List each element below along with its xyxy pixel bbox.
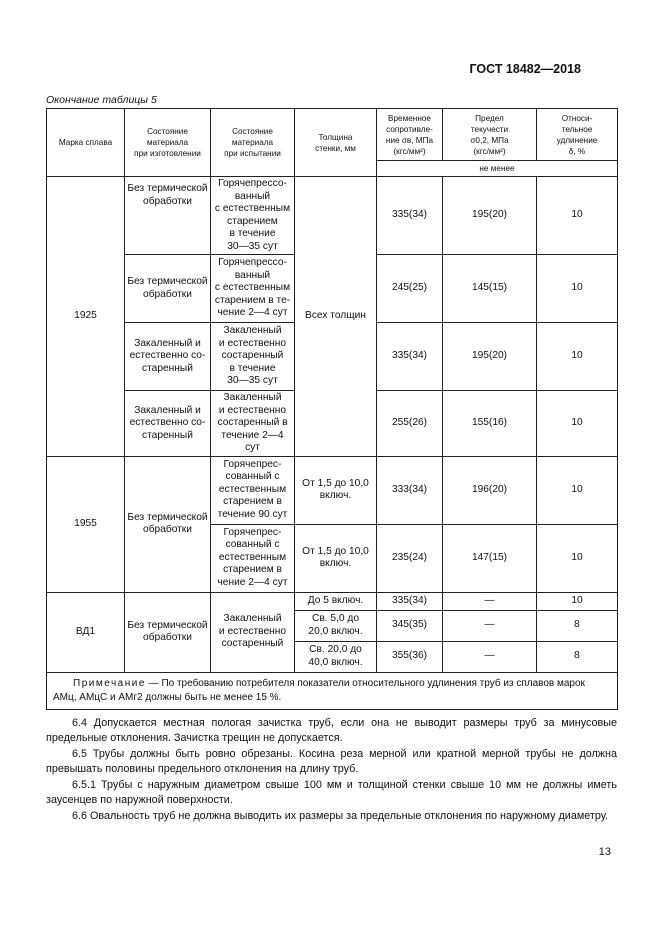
body-text [46,716,617,825]
elongation-cell: 10 [537,456,618,524]
test-state-cell: Закаленный и естественно состаренный [211,592,295,672]
note-label: Примечание [73,677,146,689]
col-header-test-state: Состояние материала при испытании [211,109,295,177]
note-text: — По требованию потребителя показатели относительного удлинения труб из сплавов марок АМц, АМцС и АМг2 должны быть не менее 15 %. [53,677,585,703]
yield-cell: 147(15) [443,524,537,592]
strength-cell: 345(35) [377,610,443,641]
yield-cell: — [443,610,537,641]
fab-state-cell: Без термической обработки [125,592,211,672]
elongation-cell: 8 [537,610,618,641]
test-state-cell: Горячепрес- сованный с естественным старением в чение 2—4 сут [211,524,295,592]
col-header-thickness: Толщина стенки, мм [295,109,377,177]
yield-cell: — [443,592,537,610]
strength-cell: 335(34) [377,592,443,610]
fab-state-cell: Закаленный и естественно со- старенный [125,323,211,391]
fab-state-cell: Без термической обработки [125,255,211,323]
alloy-cell: 1925 [47,177,125,457]
col-header-strength: Временное сопротивле- ние σв, МПа (кгс/мм²) [377,109,443,161]
elongation-cell: 8 [537,641,618,672]
elongation-cell: 10 [537,391,618,457]
col-header-fab-state: Состояние материала при изготовлении [125,109,211,177]
strength-cell: 333(34) [377,456,443,524]
thickness-cell: От 1,5 до 10,0 включ. [295,524,377,592]
fab-state-cell: Без термической обработки [125,177,211,255]
yield-cell: 145(15) [443,255,537,323]
min-values-label: не менее [377,161,618,177]
col-header-elongation: Относи- тельное удлинение δ, % [537,109,618,161]
thickness-cell: Всех толщин [295,177,377,457]
fab-state-cell: Закаленный и естественно со- старенный [125,391,211,457]
strength-cell: 355(36) [377,641,443,672]
strength-cell: 335(34) [377,323,443,391]
elongation-cell: 10 [537,592,618,610]
table-note [47,672,618,709]
table-row [47,592,618,610]
yield-cell: 195(20) [443,177,537,255]
test-state-cell: Горячепрес- сованный с естественным старением в течение 90 сут [211,456,295,524]
alloy-cell: ВД1 [47,592,125,672]
thickness-cell: До 5 включ. [295,592,377,610]
page-number: 13 [598,846,611,858]
thickness-cell: Св. 20,0 до 40,0 включ. [295,641,377,672]
yield-cell: 195(20) [443,323,537,391]
elongation-cell: 10 [537,177,618,255]
table-caption: Окончание таблицы 5 [46,94,157,106]
yield-cell: 155(16) [443,391,537,457]
strength-cell: 335(34) [377,177,443,255]
paragraph: 6.5 Трубы должны быть ровно обрезаны. Косина реза мерной или кратной мерной трубы не должна превышать половины предельного отклонения на длину труб. [46,748,617,775]
col-header-alloy: Марка сплава [47,109,125,177]
strength-cell: 245(25) [377,255,443,323]
paragraph: 6.4 Допускается местная пологая зачистка труб, если она не выводит размеры труб за минусовые предельные отклонения. Зачистка трещин не допускается. [46,717,617,744]
thickness-cell: От 1,5 до 10,0 включ. [295,456,377,524]
table-row [47,177,618,255]
strength-cell: 235(24) [377,524,443,592]
thickness-cell: Св. 5,0 до 20,0 включ. [295,610,377,641]
paragraph: 6.5.1 Трубы с наружным диаметром свыше 100 мм и толщиной стенки свыше 10 мм не должны иметь заусенцев по наружной поверхности. [46,779,617,806]
elongation-cell: 10 [537,323,618,391]
document-code: ГОСТ 18482—2018 [469,62,581,76]
elongation-cell: 10 [537,255,618,323]
test-state-cell: Закаленный и естественно состаренный в течение 30—35 сут [211,323,295,391]
yield-cell: 196(20) [443,456,537,524]
properties-table [46,108,618,710]
yield-cell: — [443,641,537,672]
paragraph: 6.6 Овальность труб не должна выводить их размеры за предельные отклонения по наружному диаметру. [72,810,609,822]
alloy-cell: 1955 [47,456,125,592]
table-row [47,456,618,524]
test-state-cell: Горячепрессо- ванный с естественным старением в течение 30—35 сут [211,177,295,255]
fab-state-cell: Без термической обработки [125,456,211,592]
test-state-cell: Закаленный и естественно состаренный в течение 2—4 сут [211,391,295,457]
test-state-cell: Горячепрессо- ванный с естественным старением в те- чение 2—4 сут [211,255,295,323]
header-row [47,109,618,161]
note-row [47,672,618,709]
elongation-cell: 10 [537,524,618,592]
strength-cell: 255(26) [377,391,443,457]
col-header-yield: Предел текучести σ0,2, МПа (кгс/мм²) [443,109,537,161]
